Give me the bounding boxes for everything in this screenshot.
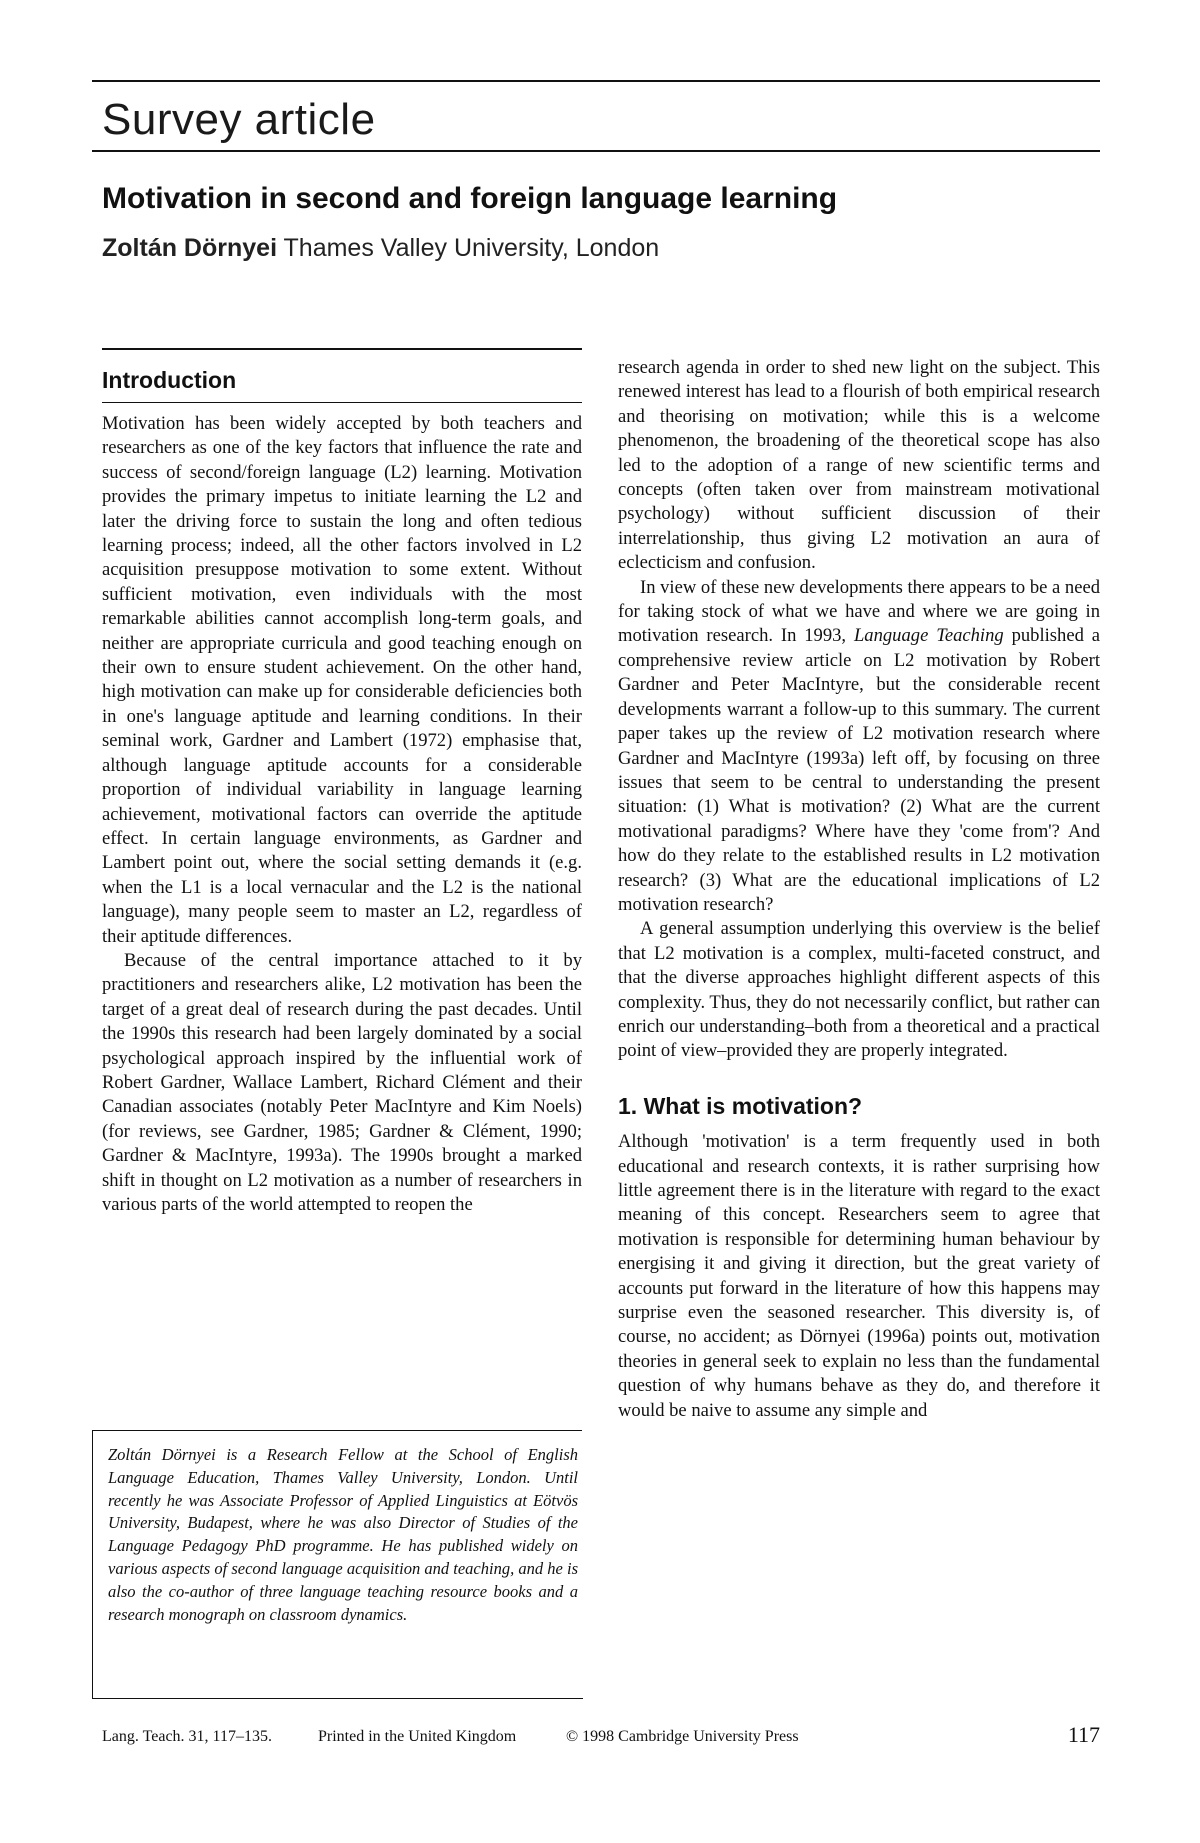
introduction-heading: Introduction — [102, 367, 237, 393]
left-column — [102, 412, 582, 1217]
left-paragraph-2: Because of the central importance attached to it by practitioners and researchers alike, L2 motivation has been the target of a great deal of research during the past decades. Until the 1990s this research had been largely dominated by a social psychological approach inspired by the influential work of Robert Gardner, Wallace Lambert, Richard Clément and their Canadian associates (notably Peter MacIntyre and Kim Noels) (for reviews, see Gardner, 1985; Gardner & Clément, 1990; Gardner & MacIntyre, 1993a). The 1990s brought a marked shift in thought on L2 motivation as a number of researchers in various parts of the world attempted to reopen the — [102, 949, 582, 1215]
page-number: 117 — [1067, 1722, 1100, 1747]
right-paragraph-4: Although 'motivation' is a term frequently used in both educational and research contexts, it is rather surprising how little agreement there is in the literature with regard to the exact meaning of this concept. Researchers seem to agree that motivation is responsible for determining human behaviour by energising it and giving it direction, but the great variety of accounts put forward in the literature of how this happens may surprise even the seasoned researcher. This diversity is, of course, no accident; as Dörnyei (1996a) points out, motivation theories in general seek to explain no less than the fundamental question of why humans behave as they do, and therefore it would be naive to assume any simple and — [618, 1131, 1100, 1421]
article-title: Motivation in second and foreign language learning — [102, 182, 838, 215]
right-paragraph-3: A general assumption underlying this overview is the belief that L2 motivation is a complex, multi-faceted construct, and that the diverse approaches highlight different aspects of this complexity. Thus, they do not necessarily conflict, but rather can enrich our understanding–both from a theoretical and a practical point of view–provided they are properly integrated. — [618, 918, 1100, 1062]
right-paragraph-2-a: In view of these new developments there appears to be a need for taking stock of what we have and where we are going in motivation research. In 1993, — [618, 576, 1101, 647]
right-paragraph-2 — [618, 576, 1100, 918]
footer-citation: Lang. Teach. 31, 117–135. — [102, 1728, 272, 1745]
intro-rule-bottom — [102, 402, 582, 403]
section-label: Survey article — [102, 95, 376, 144]
section-1-heading: 1. What is motivation? — [618, 1092, 863, 1119]
top-rule — [92, 80, 1100, 82]
header-rule — [92, 150, 1100, 152]
left-paragraph-1: Motivation has been widely accepted by both teachers and researchers as one of the key factors that influence the rate and success of second/foreign language (L2) learning. Motivation provides the primary impetus to initiate learning the L2 and later the driving force to sustain the long and often tedious learning process; indeed, all the other factors involved in L2 acquisition presuppose motivation to some extent. Without sufficient motivation, even individuals with the most remarkable abilities cannot accomplish long-term goals, and neither are appropriate curricula and good teaching enough on their own to ensure student achievement. On the other hand, high motivation can make up for considerable deficiencies both in one's language aptitude and learning conditions. In their seminal work, Gardner and Lambert (1972) emphasise that, although language aptitude accounts for a considerable proportion of individual variability in language learning achievement, motivational factors can override the aptitude effect. In certain language environments, as Gardner and Lambert point out, where the social setting demands it (e.g. when the L1 is a local vernacular and the L2 is the national language), many people seem to master an L2, regardless of their aptitude differences. — [102, 413, 582, 947]
footer-copyright: © 1998 Cambridge University Press — [566, 1728, 799, 1745]
author-line — [102, 234, 659, 263]
author-affiliation: Thames Valley University, London — [283, 234, 660, 262]
intro-rule-top — [102, 348, 582, 350]
author-bio-text: Zoltán Dörnyei is a Research Fellow at the School of English Language Education, Thames Valley University, London. Until recently he was Associate Professor of Applied Linguistics at Eötvös University, Budapest, where he was also Director of Studies of the Language Pedagogy PhD programme. He has published widely on various aspects of second language acquisition and teaching, and he is also the co-author of three language teaching resource books and a research monograph on classroom dynamics. — [108, 1445, 578, 1624]
journal-name: Language Teaching — [853, 625, 1004, 647]
right-column — [618, 356, 1100, 1423]
author-bio-box-top — [92, 1430, 582, 1431]
right-paragraph-2-b: published a comprehensive review article on L2 motivation by Robert Gardner and Peter MacIntyre, but the considerable recent developments warrant a follow-up to this summary. The current paper takes up the review of L2 motivation research where Gardner and MacIntyre (1993a) left off, by focusing on three issues that seem to be central to understanding the present situation: (1) What is motivation? (2) What are the current motivational paradigms? Where have they 'come from'? And how do they relate to the established results in L2 motivation research? (3) What are the educational implications of L2 motivation research? — [618, 625, 1100, 915]
footer-printed: Printed in the United Kingdom — [318, 1728, 517, 1745]
right-paragraph-1: research agenda in order to shed new light on the subject. This renewed interest has lead to a flourish of both empirical research and theorising on motivation; while this is a welcome phenomenon, the broadening of the theoretical scope has also led to the adoption of a range of new scientific terms and concepts (often taken over from mainstream motivational psychology) without sufficient discussion of their interrelationship, thus giving L2 motivation an aura of eclecticism and confusion. — [618, 357, 1100, 574]
author-name: Zoltán Dörnyei — [102, 234, 278, 262]
